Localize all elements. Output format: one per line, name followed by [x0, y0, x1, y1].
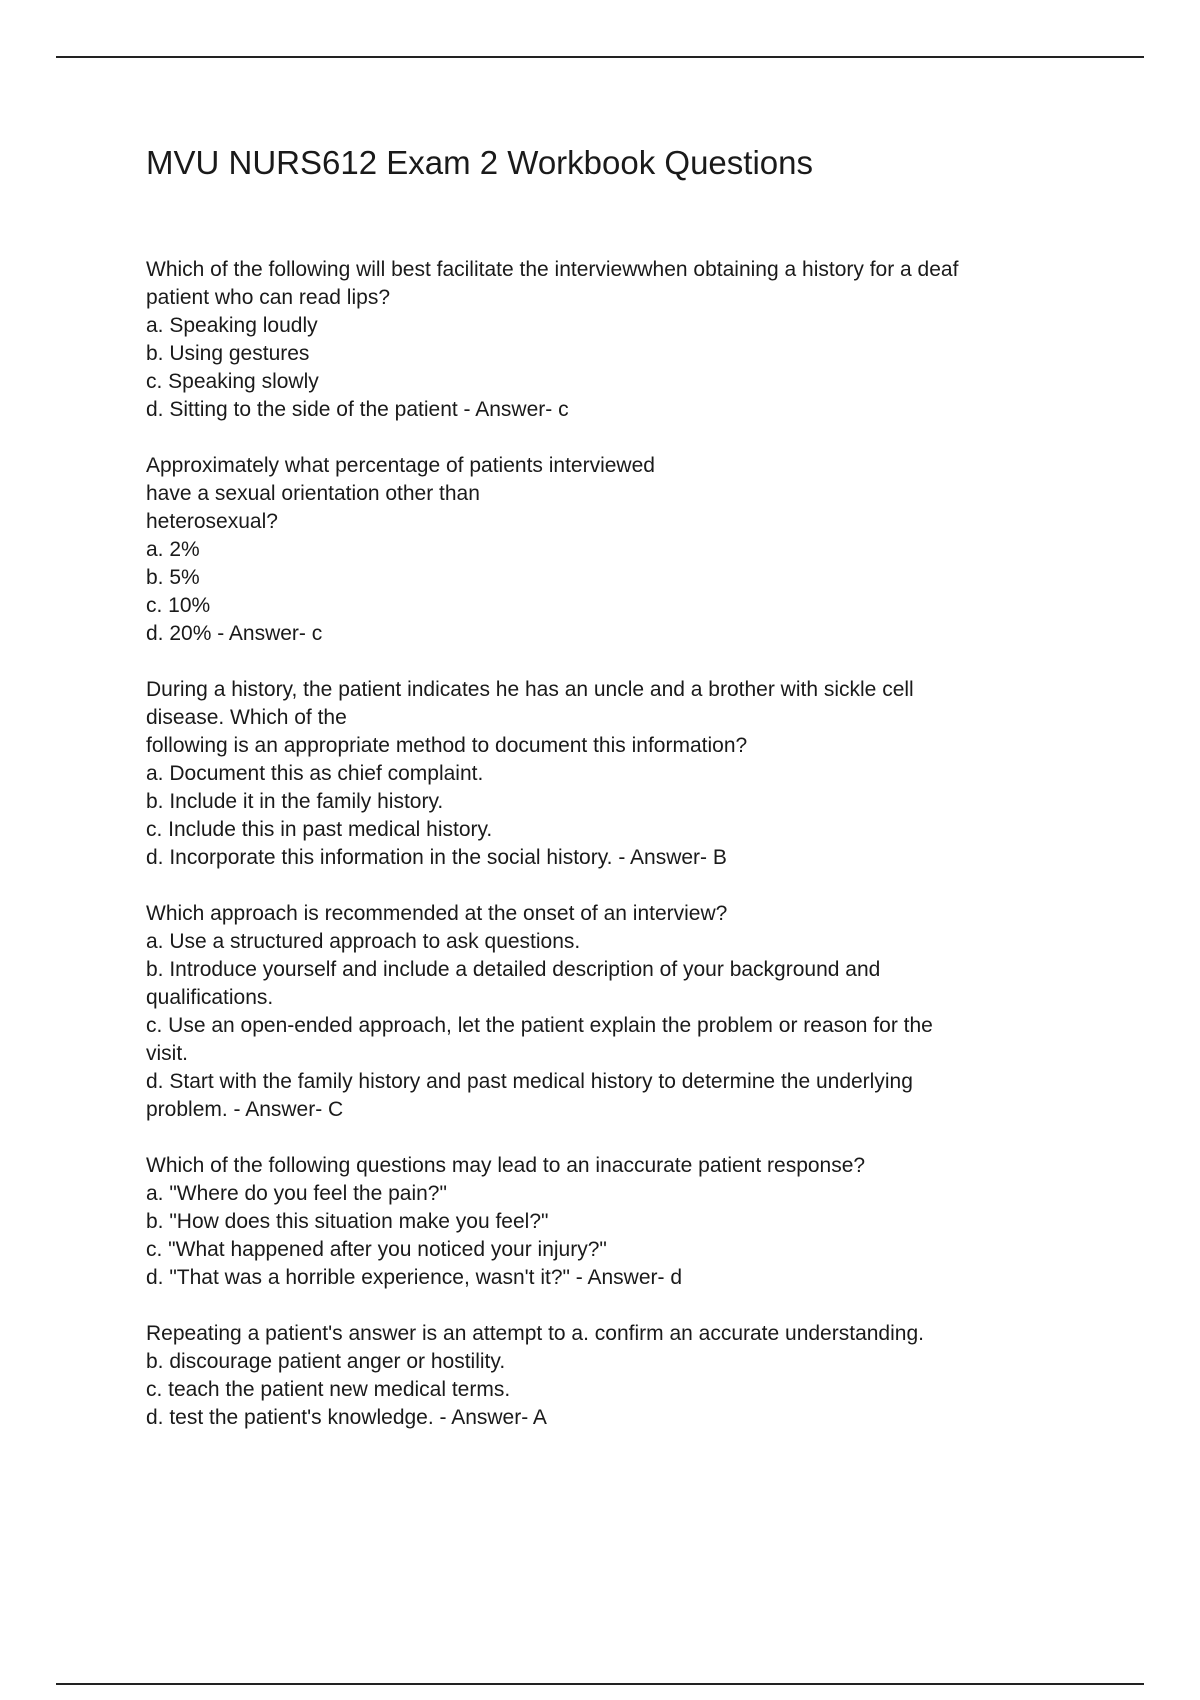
question-text: Which of the following will best facilitate the interviewwhen obtaining a history for a deaf	[146, 258, 959, 281]
question-text: disease. Which of the	[146, 706, 347, 729]
answer-option: b. 5%	[146, 566, 200, 589]
answer-option: c. Use an open-ended approach, let the patient explain the problem or reason for the	[146, 1014, 933, 1037]
answer-option: b. Include it in the family history.	[146, 790, 444, 813]
answer-option: b. discourage patient anger or hostility.	[146, 1350, 506, 1373]
bottom-rule	[56, 1683, 1144, 1685]
answer-option: d. Incorporate this information in the social history. - Answer- B	[146, 846, 727, 869]
question-list	[146, 256, 1146, 1460]
answer-option: qualifications.	[146, 986, 274, 1009]
question-block	[146, 1320, 1146, 1432]
answer-option: c. Include this in past medical history.	[146, 818, 493, 841]
answer-option: b. Using gestures	[146, 342, 310, 365]
answer-option: problem. - Answer- C	[146, 1098, 344, 1121]
answer-option: a. "Where do you feel the pain?"	[146, 1182, 447, 1205]
answer-option: d. test the patient's knowledge. - Answer- A	[146, 1406, 547, 1429]
answer-option: d. Start with the family history and past medical history to determine the underlying	[146, 1070, 913, 1093]
answer-option: b. "How does this situation make you feel?"	[146, 1210, 549, 1233]
question-block	[146, 676, 1146, 872]
answer-option: a. Use a structured approach to ask questions.	[146, 930, 581, 953]
question-block	[146, 452, 1146, 648]
document-title: MVU NURS612 Exam 2 Workbook Questions	[146, 144, 813, 181]
question-text: heterosexual?	[146, 510, 278, 533]
question-text: Which of the following questions may lead to an inaccurate patient response?	[146, 1154, 866, 1177]
answer-option: d. Sitting to the side of the patient - Answer- c	[146, 398, 569, 421]
question-text: Approximately what percentage of patients interviewed	[146, 454, 655, 477]
answer-option: c. 10%	[146, 594, 211, 617]
answer-option: b. Introduce yourself and include a detailed description of your background and	[146, 958, 881, 981]
question-text: Repeating a patient's answer is an attempt to a. confirm an accurate understanding.	[146, 1322, 924, 1345]
top-rule	[56, 56, 1144, 58]
question-text: During a history, the patient indicates he has an uncle and a brother with sickle cell	[146, 678, 914, 701]
answer-option: d. 20% - Answer- c	[146, 622, 323, 645]
answer-option: a. Speaking loudly	[146, 314, 318, 337]
answer-option: visit.	[146, 1042, 188, 1065]
question-text: have a sexual orientation other than	[146, 482, 480, 505]
question-text: following is an appropriate method to document this information?	[146, 734, 748, 757]
question-block	[146, 1152, 1146, 1292]
answer-option: c. "What happened after you noticed your injury?"	[146, 1238, 607, 1261]
question-block	[146, 900, 1146, 1124]
question-block	[146, 256, 1146, 424]
answer-option: c. Speaking slowly	[146, 370, 319, 393]
answer-option: d. "That was a horrible experience, wasn't it?" - Answer- d	[146, 1266, 682, 1289]
answer-option: a. 2%	[146, 538, 200, 561]
answer-option: c. teach the patient new medical terms.	[146, 1378, 511, 1401]
answer-option: a. Document this as chief complaint.	[146, 762, 484, 785]
question-text: Which approach is recommended at the onset of an interview?	[146, 902, 728, 925]
question-text: patient who can read lips?	[146, 286, 390, 309]
